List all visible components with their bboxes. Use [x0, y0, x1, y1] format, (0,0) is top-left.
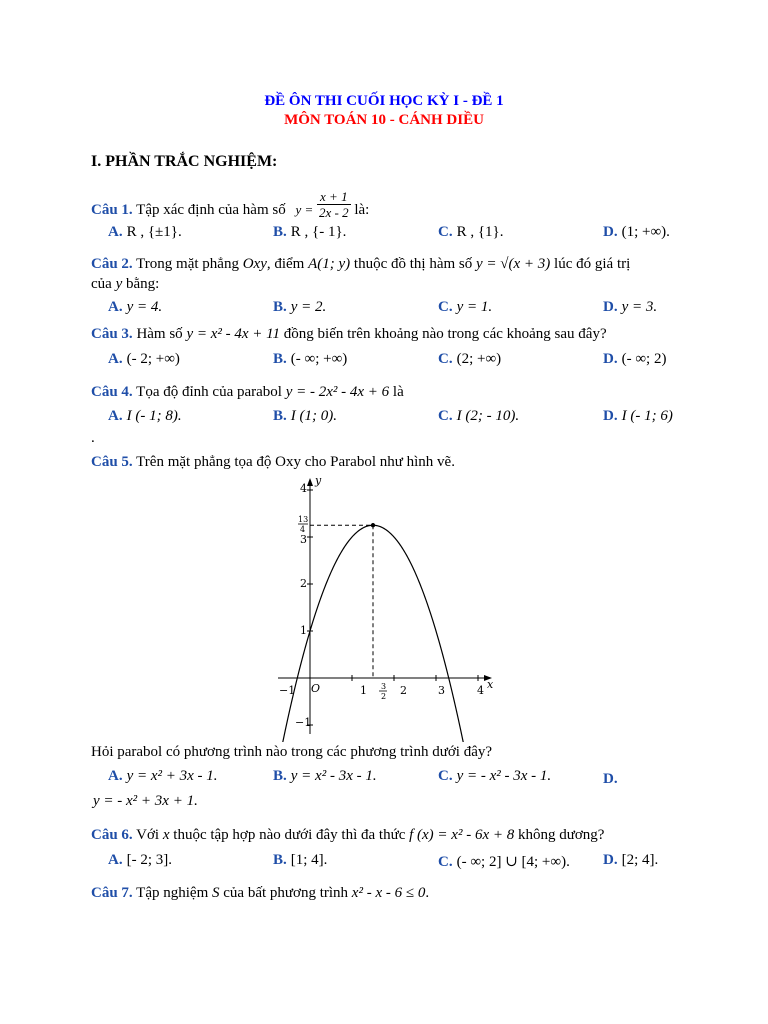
question-4	[91, 384, 404, 401]
q5-option-d-value: y = - x² + 3x + 1.	[93, 793, 198, 809]
q5-option-b[interactable]	[273, 768, 377, 785]
question-text: Tập nghiệm	[136, 885, 209, 901]
math-expression: Oxy	[242, 256, 267, 272]
y-tick-label: 3	[300, 533, 307, 546]
question-text: thuộc đồ thị hàm số	[353, 256, 473, 272]
math-expression: y = √(x + 3)	[476, 256, 551, 272]
fraction-denominator: 2x - 2	[319, 205, 349, 220]
option-label: C.	[438, 351, 453, 367]
question-5	[91, 454, 455, 471]
option-value: y = 4.	[126, 299, 163, 315]
option-label: D.	[603, 408, 618, 424]
q2-option-b[interactable]	[273, 299, 326, 316]
x-tick-label: −1	[279, 684, 296, 697]
question-5-prompt: Hỏi parabol có phương trình nào trong các phương trình dưới đây?	[91, 744, 493, 760]
question-text: , điểm	[266, 256, 305, 272]
q2-option-d[interactable]	[603, 299, 657, 316]
question-text: Với	[136, 827, 160, 843]
question-text: không dương?	[517, 827, 605, 843]
option-label: B.	[273, 768, 287, 784]
option-label: C.	[438, 768, 453, 784]
option-value: y = 2.	[290, 299, 327, 315]
option-value: (- ∞; 2] ∪ [4; +∞).	[456, 854, 570, 870]
q6-option-c[interactable]	[438, 852, 570, 871]
option-value: R , {1}.	[456, 224, 504, 240]
question-text: của bất phương trình	[223, 885, 349, 901]
option-label: D.	[603, 224, 618, 240]
function-fraction	[317, 189, 351, 220]
y-axis-label: y	[315, 474, 322, 487]
y-fraction-denominator: 4	[300, 525, 306, 534]
option-value: I (- 1; 8).	[126, 408, 182, 424]
option-value: y = x² - 3x - 1.	[290, 768, 377, 784]
option-value: y = x² + 3x - 1.	[126, 768, 218, 784]
question-2	[91, 256, 630, 273]
option-value: R , {- 1}.	[290, 224, 347, 240]
option-label: B.	[273, 852, 287, 868]
q2-option-a[interactable]	[108, 299, 162, 316]
math-expression: y = - 2x² - 4x + 6	[285, 384, 390, 400]
option-value: (1; +∞).	[621, 224, 670, 240]
option-value: (- 2; +∞)	[126, 351, 180, 367]
math-expression: x	[162, 827, 170, 843]
origin-label: O	[311, 682, 321, 695]
question-text: Trên mặt phẳng tọa độ Oxy cho Parabol như hình vẽ.	[136, 454, 455, 470]
x-tick-label: 2	[400, 684, 407, 697]
section-title: I. PHẦN TRẮC NGHIỆM:	[91, 153, 278, 170]
math-expression: y	[115, 276, 123, 292]
option-label: B.	[273, 224, 287, 240]
stray-period: .	[91, 430, 95, 446]
option-value: [- 2; 3].	[126, 852, 172, 868]
q5-option-c[interactable]	[438, 768, 551, 785]
q4-option-a[interactable]	[108, 408, 182, 425]
y-tick-label: 2	[300, 577, 307, 590]
math-expression: A(1; y)	[308, 256, 351, 272]
option-value: [1; 4].	[290, 852, 328, 868]
question-label: Câu 7.	[91, 885, 133, 901]
option-label: D.	[603, 771, 618, 787]
question-text: thuộc tập hợp nào dưới đây thì đa thức	[173, 827, 406, 843]
q5-option-d[interactable]	[603, 771, 622, 788]
q4-option-d[interactable]	[603, 408, 673, 425]
q3-option-d[interactable]	[603, 351, 666, 368]
q3-option-a[interactable]	[108, 351, 180, 368]
question-text: Hàm số	[136, 326, 183, 342]
q2-option-c[interactable]	[438, 299, 492, 316]
q6-option-a[interactable]	[108, 852, 172, 869]
option-label: D.	[603, 351, 618, 367]
option-label: B.	[273, 299, 287, 315]
x-axis-label: x	[487, 678, 494, 691]
x-tick-label: 3	[438, 684, 445, 697]
fraction-numerator: x + 1	[317, 189, 351, 205]
question-6	[91, 827, 604, 844]
document-subtitle: MÔN TOÁN 10 - CÁNH DIỀU	[284, 112, 484, 128]
question-label: Câu 1.	[91, 201, 133, 218]
option-value: I (- 1; 6)	[621, 408, 673, 424]
q1-option-b[interactable]	[273, 224, 346, 241]
option-value: [2; 4].	[621, 852, 659, 868]
x-half-denominator: 2	[381, 692, 387, 701]
x-tick-label: 1	[360, 684, 367, 697]
option-label: C.	[438, 224, 453, 240]
option-value: y = 3.	[621, 299, 658, 315]
option-value: I (2; - 10).	[456, 408, 520, 424]
option-label: C.	[438, 408, 453, 424]
question-tail: là:	[354, 201, 370, 218]
question-text: Tập xác định của hàm số	[136, 201, 286, 218]
math-expression: f (x) = x² - 6x + 8	[409, 827, 515, 843]
y-tick-label: 4	[300, 482, 307, 495]
question-2-line-2	[91, 276, 159, 293]
option-label: B.	[273, 351, 287, 367]
option-label: C.	[438, 854, 453, 870]
math-expression: S	[212, 885, 220, 901]
question-label: Câu 5.	[91, 454, 133, 470]
question-tail: .	[425, 885, 430, 901]
option-value: y = 1.	[456, 299, 493, 315]
option-value: R , {±1}.	[126, 224, 182, 240]
option-label: D.	[603, 852, 618, 868]
vertex-point	[371, 523, 375, 527]
q6-option-b[interactable]	[273, 852, 327, 869]
q4-option-b[interactable]	[273, 408, 337, 425]
question-text: Trong mặt phẳng	[136, 256, 239, 272]
x-half-numerator: 3	[381, 682, 387, 691]
option-label: A.	[108, 224, 123, 240]
q1-option-a[interactable]	[108, 224, 182, 241]
question-text: của	[91, 276, 112, 292]
question-text: là	[392, 384, 404, 400]
question-text: bằng:	[126, 276, 160, 292]
math-expression: y = x² - 4x + 11	[186, 326, 281, 342]
q1-option-c[interactable]	[438, 224, 504, 241]
option-label: B.	[273, 408, 287, 424]
x-tick-label: 4	[477, 684, 484, 697]
question-text: Tọa độ đỉnh của parabol	[136, 384, 282, 400]
q6-option-d[interactable]	[603, 852, 658, 869]
q5-option-a[interactable]	[108, 768, 218, 785]
option-label: C.	[438, 299, 453, 315]
question-text: lúc đó giá trị	[554, 256, 631, 272]
option-label: A.	[108, 351, 123, 367]
question-3	[91, 326, 607, 343]
parabola-graph	[270, 472, 496, 742]
q1-option-d[interactable]	[603, 224, 670, 241]
function-lhs: y =	[295, 201, 314, 217]
document-title: ĐỀ ÔN THI CUỐI HỌC KỲ I - ĐỀ 1	[264, 93, 504, 109]
option-label: A.	[108, 852, 123, 868]
q3-option-c[interactable]	[438, 351, 501, 368]
option-value: I (1; 0).	[290, 408, 337, 424]
question-label: Câu 3.	[91, 326, 133, 342]
option-value: (2; +∞)	[456, 351, 502, 367]
question-1	[91, 189, 370, 226]
option-value: (- ∞; +∞)	[290, 351, 348, 367]
y-fraction-numerator: 13	[298, 515, 309, 524]
q4-option-c[interactable]	[438, 408, 519, 425]
question-7	[91, 885, 429, 902]
option-value: y = - x² - 3x - 1.	[456, 768, 552, 784]
option-label: D.	[603, 299, 618, 315]
y-tick-label: 1	[300, 624, 307, 637]
q3-option-b[interactable]	[273, 351, 347, 368]
question-label: Câu 2.	[91, 256, 133, 272]
option-label: A.	[108, 768, 123, 784]
question-text: đồng biến trên khoảng nào trong các khoảng sau đây?	[283, 326, 607, 342]
option-value: (- ∞; 2)	[621, 351, 667, 367]
math-expression: x² - x - 6 ≤ 0	[351, 885, 426, 901]
question-label: Câu 6.	[91, 827, 133, 843]
question-label: Câu 4.	[91, 384, 133, 400]
option-label: A.	[108, 408, 123, 424]
y-tick-label: −1	[295, 716, 312, 729]
option-label: A.	[108, 299, 123, 315]
